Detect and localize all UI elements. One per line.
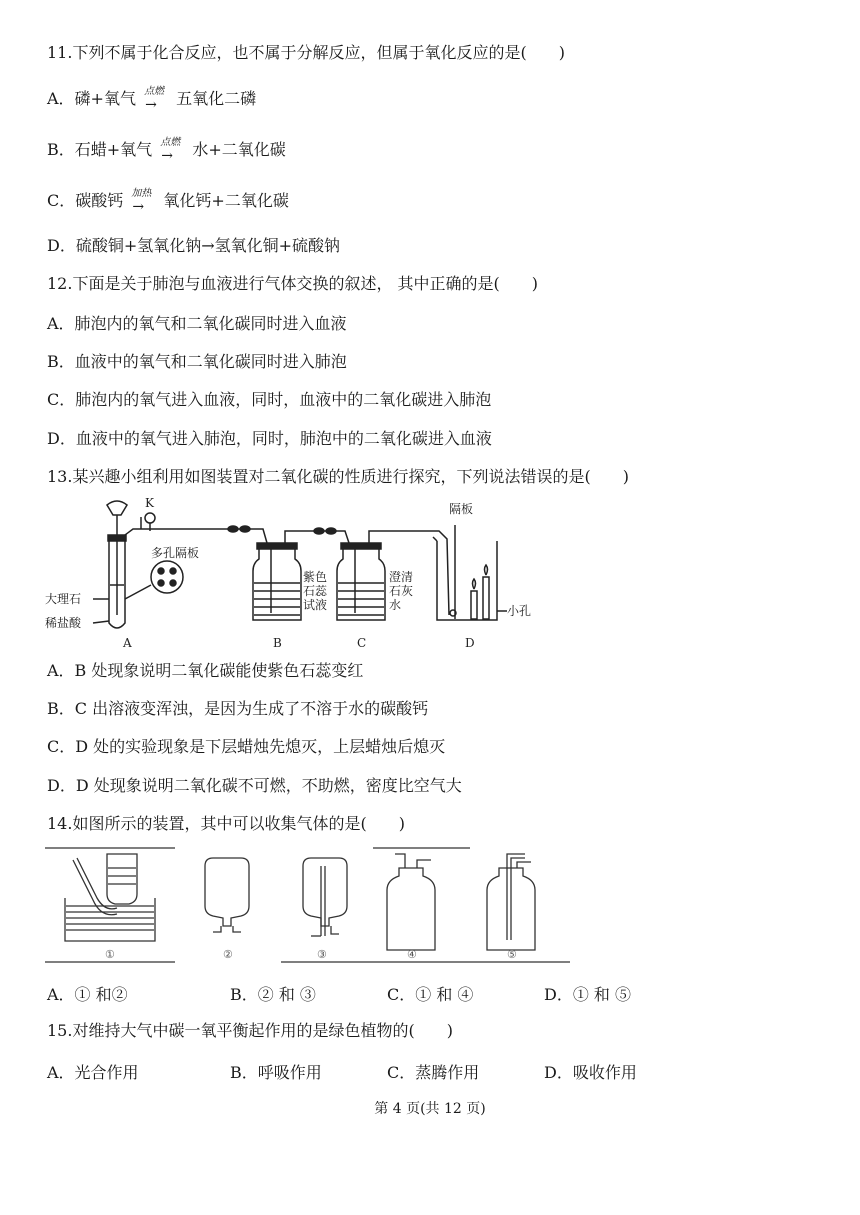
fig-letter-b: B — [273, 636, 282, 650]
q14-option-c[interactable]: C．① 和 ④ — [387, 985, 474, 1004]
fig-label-acid: 稀盐酸 — [45, 616, 82, 630]
fig-letter-d: D — [465, 636, 475, 650]
q15-stem: 15.对维持大气中碳一氧平衡起作用的是绿色植物的( ) — [47, 1021, 453, 1040]
reaction-condition: 加热 — [131, 188, 152, 199]
q11-c-reactants: C．碳酸钙 — [47, 191, 129, 210]
q12-option-b[interactable]: B．血液中的氧气和二氧化碳同时进入肺泡 — [47, 352, 347, 371]
q11-stem: 11.下列不属于化合反应，也不属于分解反应，但属于氧化反应的是( ) — [47, 43, 565, 62]
fig-label-1: ① — [105, 948, 115, 961]
reaction-condition: 点燃 — [160, 137, 181, 148]
q14-stem: 14.如图所示的装置，其中可以收集气体的是( ) — [47, 814, 405, 833]
arrow-icon: → — [161, 148, 173, 164]
q11-c-products: 氧化钙+二氧化碳 — [158, 191, 289, 210]
q13-stem: 13.某兴趣小组利用如图装置对二氧化碳的性质进行探究，下列说法错误的是( ) — [47, 467, 629, 486]
q14-option-b[interactable]: B．② 和 ③ — [230, 985, 316, 1004]
q12-stem: 12.下面是关于肺泡与血液进行气体交换的叙述， 其中正确的是( ) — [47, 274, 539, 293]
reaction-arrow — [141, 86, 171, 113]
q13-option-d[interactable]: D．D 处现象说明二氧化碳不可燃，不助燃，密度比空气大 — [47, 776, 462, 795]
q13-apparatus-figure — [45, 495, 545, 650]
q15-option-a[interactable]: A．光合作用 — [47, 1063, 139, 1082]
arrow-icon: → — [145, 97, 157, 113]
fig-label-litmus-3: 试液 — [303, 598, 328, 612]
fig-label-porous-plate: 多孔隔板 — [151, 546, 200, 560]
reaction-arrow — [128, 188, 158, 215]
fig-label-k: K — [145, 496, 154, 510]
page-footer: 第 4 页(共 12 页) — [374, 1101, 486, 1117]
q13-option-c[interactable]: C．D 处的实验现象是下层蜡烛先熄灭，上层蜡烛后熄灭 — [47, 737, 446, 756]
fig-label-3: ③ — [317, 948, 327, 961]
fig-label-hole: 小孔 — [507, 604, 532, 618]
fig-letter-a: A — [123, 636, 132, 650]
q11-option-a[interactable] — [47, 86, 257, 113]
fig-letter-c: C — [357, 636, 367, 650]
q13-option-b[interactable]: B．C 出溶液变浑浊，是因为生成了不溶于水的碳酸钙 — [47, 699, 429, 718]
q13-option-a[interactable]: A．B 处现象说明二氧化碳能使紫色石蕊变红 — [47, 661, 364, 680]
reaction-arrow — [157, 137, 187, 164]
fig-label-lime-2: 石灰 — [389, 584, 414, 598]
q15-option-b[interactable]: B．呼吸作用 — [230, 1063, 322, 1082]
q15-option-c[interactable]: C．蒸腾作用 — [387, 1063, 480, 1082]
q11-a-products: 五氧化二磷 — [171, 89, 257, 108]
q14-option-d[interactable]: D．① 和 ⑤ — [544, 985, 632, 1004]
q14-gas-collection-figure — [45, 846, 575, 966]
q14-option-a[interactable]: A．① 和② — [47, 985, 128, 1004]
fig-label-lime-3: 水 — [389, 598, 402, 612]
q11-option-d[interactable]: D．硫酸铜+氢氧化钠→氢氧化铜+硫酸钠 — [47, 236, 341, 255]
fig-label-2: ② — [223, 948, 233, 961]
q15-option-d[interactable]: D．吸收作用 — [544, 1063, 637, 1082]
fig-label-litmus-2: 石蕊 — [303, 584, 328, 598]
q11-option-c[interactable] — [47, 188, 289, 215]
fig-label-partition: 隔板 — [449, 502, 474, 516]
q11-b-reactants: B．石蜡+氧气 — [47, 140, 158, 159]
fig-label-5: ⑤ — [507, 948, 517, 961]
q12-option-a[interactable]: A．肺泡内的氧气和二氧化碳同时进入血液 — [47, 314, 347, 333]
q11-option-b[interactable] — [47, 137, 286, 164]
arrow-icon: → — [132, 199, 145, 215]
q11-a-reactants: A．磷+氧气 — [47, 89, 142, 108]
q12-option-d[interactable]: D．血液中的氧气进入肺泡，同时，肺泡中的二氧化碳进入血液 — [47, 429, 492, 448]
fig-label-litmus-1: 紫色 — [303, 570, 328, 584]
fig-label-lime-1: 澄清 — [389, 570, 414, 584]
reaction-condition: 点燃 — [144, 86, 165, 97]
fig-label-marble: 大理石 — [45, 592, 82, 606]
fig-label-4: ④ — [407, 948, 417, 961]
q12-option-c[interactable]: C．肺泡内的氧气进入血液，同时，血液中的二氧化碳进入肺泡 — [47, 390, 492, 409]
q11-b-products: 水+二氧化碳 — [187, 140, 286, 159]
